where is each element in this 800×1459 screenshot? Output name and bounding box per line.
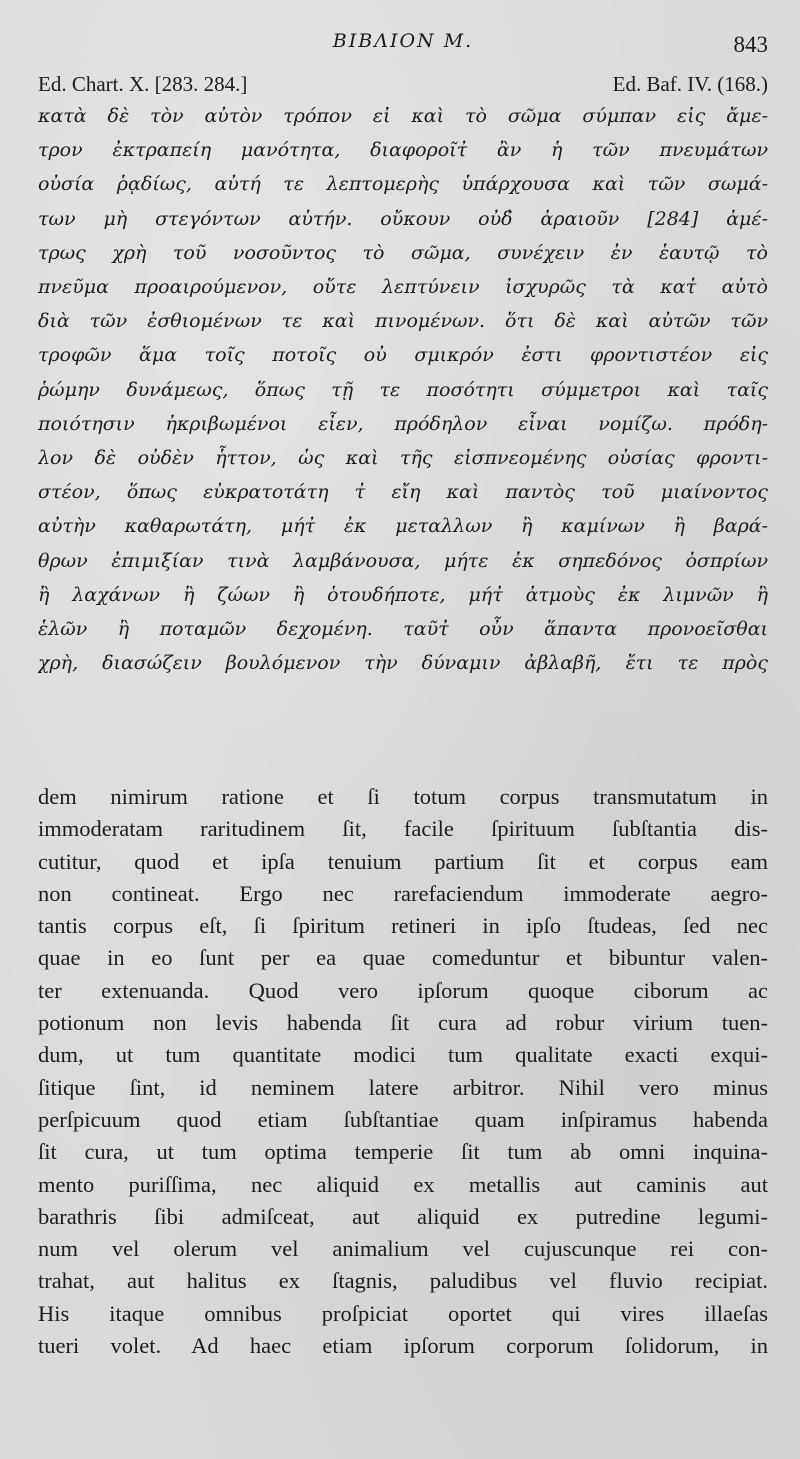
greek-text-line: στέον, ὅπως εὐκρατοτάτη τ̓ εἴη καὶ παντὸς τοῦ μιαίνοντος bbox=[38, 481, 768, 504]
greek-text-line: ποιότησιν ἠκριβωμένοι εἶεν, πρόδηλον εἶναι νομίζω. πρόδη- bbox=[38, 412, 768, 435]
greek-text-line: πνεῦμα προαιρούμενον, οὔτε λεπτύνειν ἰσχυρῶς τὰ κατ̓ αὐτὸ bbox=[38, 276, 768, 299]
latin-text-line: quae in eo ſunt per ea quae comeduntur et bibuntur valen- bbox=[38, 945, 768, 971]
latin-text-line: dem nimirum ratione et ſi totum corpus transmutatum in bbox=[38, 784, 768, 809]
greek-text-line: ῥώμην δυνάμεως, ὅπως τῇ τε ποσότητι σύμμετροι καὶ ταῖς bbox=[38, 378, 768, 401]
latin-text-line: num vel olerum vel animalium vel cujuscunque rei con- bbox=[38, 1236, 768, 1262]
latin-text-line: barathris ſibi admiſceat, aut aliquid ex putredine legumi- bbox=[38, 1203, 768, 1229]
greek-text-line: διὰ τῶν ἐσθιομένων τε καὶ πινομένων. ὅτι δὲ καὶ αὐτῶν τῶν bbox=[38, 310, 768, 333]
greek-text-line: τροφῶν ἅμα τοῖς ποτοῖς οὐ σμικρόν ἐστι φροντιστέον εἰς bbox=[38, 344, 768, 367]
running-head bbox=[38, 30, 768, 64]
latin-text-line: cutitur, quod et ipſa tenuium partium ſit et corpus eam bbox=[38, 848, 768, 874]
latin-text-line: non contineat. Ergo nec rarefaciendum immoderate aegro- bbox=[38, 880, 768, 906]
latin-text-line: tueri volet. Ad haec etiam ipſorum corporum ſolidorum, in bbox=[38, 1333, 768, 1359]
latin-text-line: ſitique ſint, id neminem latere arbitror. Nihil vero minus bbox=[38, 1074, 768, 1100]
greek-text-line: οὐσία ῥᾳδίως, αὐτή τε λεπτομερὴς ὑπάρχουσα καὶ τῶν σωμά- bbox=[38, 173, 768, 196]
edition-right: Ed. Baf. IV. (168.) bbox=[612, 72, 768, 96]
edition-left: Ed. Chart. X. [283. 284.] bbox=[38, 72, 248, 96]
greek-text-line: ἢ λαχάνων ἢ ζώων ἢ ὁτουδήποτε, μήτ̓ ἀτμοὺς ἐκ λιμνῶν ἢ bbox=[38, 583, 768, 606]
latin-text-line: ter extenuanda. Quod vero ipſorum quoque ciborum ac bbox=[38, 977, 768, 1003]
greek-text-line: αὐτὴν καθαρωτάτη, μήτ̓ ἐκ μεταλλων ἢ καμίνων ἢ βαρά- bbox=[38, 515, 768, 538]
edition-line bbox=[38, 72, 768, 97]
greek-text-line: χρὴ, διασώζειν βουλόμενον τὴν δύναμιν ἀβλαβῆ, ἔτι τε πρὸς bbox=[38, 652, 768, 675]
greek-text-line: κατὰ δὲ τὸν αὐτὸν τρόπον εἰ καὶ τὸ σῶμα σύμπαν εἰς ἄμε- bbox=[38, 105, 768, 127]
greek-text-line: ἑλῶν ἢ ποταμῶν δεχομένη. ταῦτ̓ οὖν ἅπαντα προνοεῖσθαι bbox=[38, 618, 768, 641]
latin-text-line: His itaque omnibus proſpiciat oportet qui vires illaeſas bbox=[38, 1300, 768, 1326]
latin-text-line: potionum non levis habenda ſit cura ad robur virium tuen- bbox=[38, 1010, 768, 1036]
latin-text-line: trahat, aut halitus ex ſtagnis, paludibus vel fluvio recipiat. bbox=[38, 1268, 768, 1294]
latin-text-line: perſpicuum quod etiam ſubſtantiae quam inſpiramus habenda bbox=[38, 1106, 768, 1132]
greek-text-line: λον δὲ οὐδὲν ἧττον, ὡς καὶ τῆς εἰσπνεομένης οὐσίας φροντι- bbox=[38, 447, 768, 470]
greek-text bbox=[38, 99, 768, 715]
latin-text-line: dum, ut tum quantitate modici tum qualitate exacti exqui- bbox=[38, 1042, 768, 1068]
latin-text-line: immoderatam raritudinem ſit, facile ſpirituum ſubſtantia dis- bbox=[38, 816, 768, 842]
greek-text-line: θρων ἐπιμιξίαν τινὰ λαμβάνουσα, μήτε ἐκ σηπεδόνος ὀσπρίων bbox=[38, 549, 768, 572]
latin-text-line: tantis corpus eſt, ſi ſpiritum retineri in ipſo ſtudeas, ſed nec bbox=[38, 913, 768, 939]
greek-text-line: των μὴ στεγόντων αὐτήν. οὔκουν οὐδ̓ ἀραιοῦν [284] ἀμέ- bbox=[38, 207, 768, 230]
latin-text-line: ſit cura, ut tum optima temperie ſit tum ab omni inquina- bbox=[38, 1139, 768, 1165]
greek-text-line: τρον ἐκτραπείη μανότητα, διαφοροῖτ̓ ἂν ἡ τῶν πνευμάτων bbox=[38, 139, 768, 162]
latin-text-line: mento puriſſima, nec aliquid ex metallis aut caminis aut bbox=[38, 1171, 768, 1197]
page-number: 843 bbox=[733, 32, 768, 57]
latin-text bbox=[38, 781, 768, 1429]
greek-text-line: τρως χρὴ τοῦ νοσοῦντος τὸ σῶμα, συνέχειν ἐν ἑαυτῷ τὸ bbox=[38, 241, 768, 264]
book-title: ΒΙΒΛΙΟΝ Μ. bbox=[332, 30, 474, 52]
